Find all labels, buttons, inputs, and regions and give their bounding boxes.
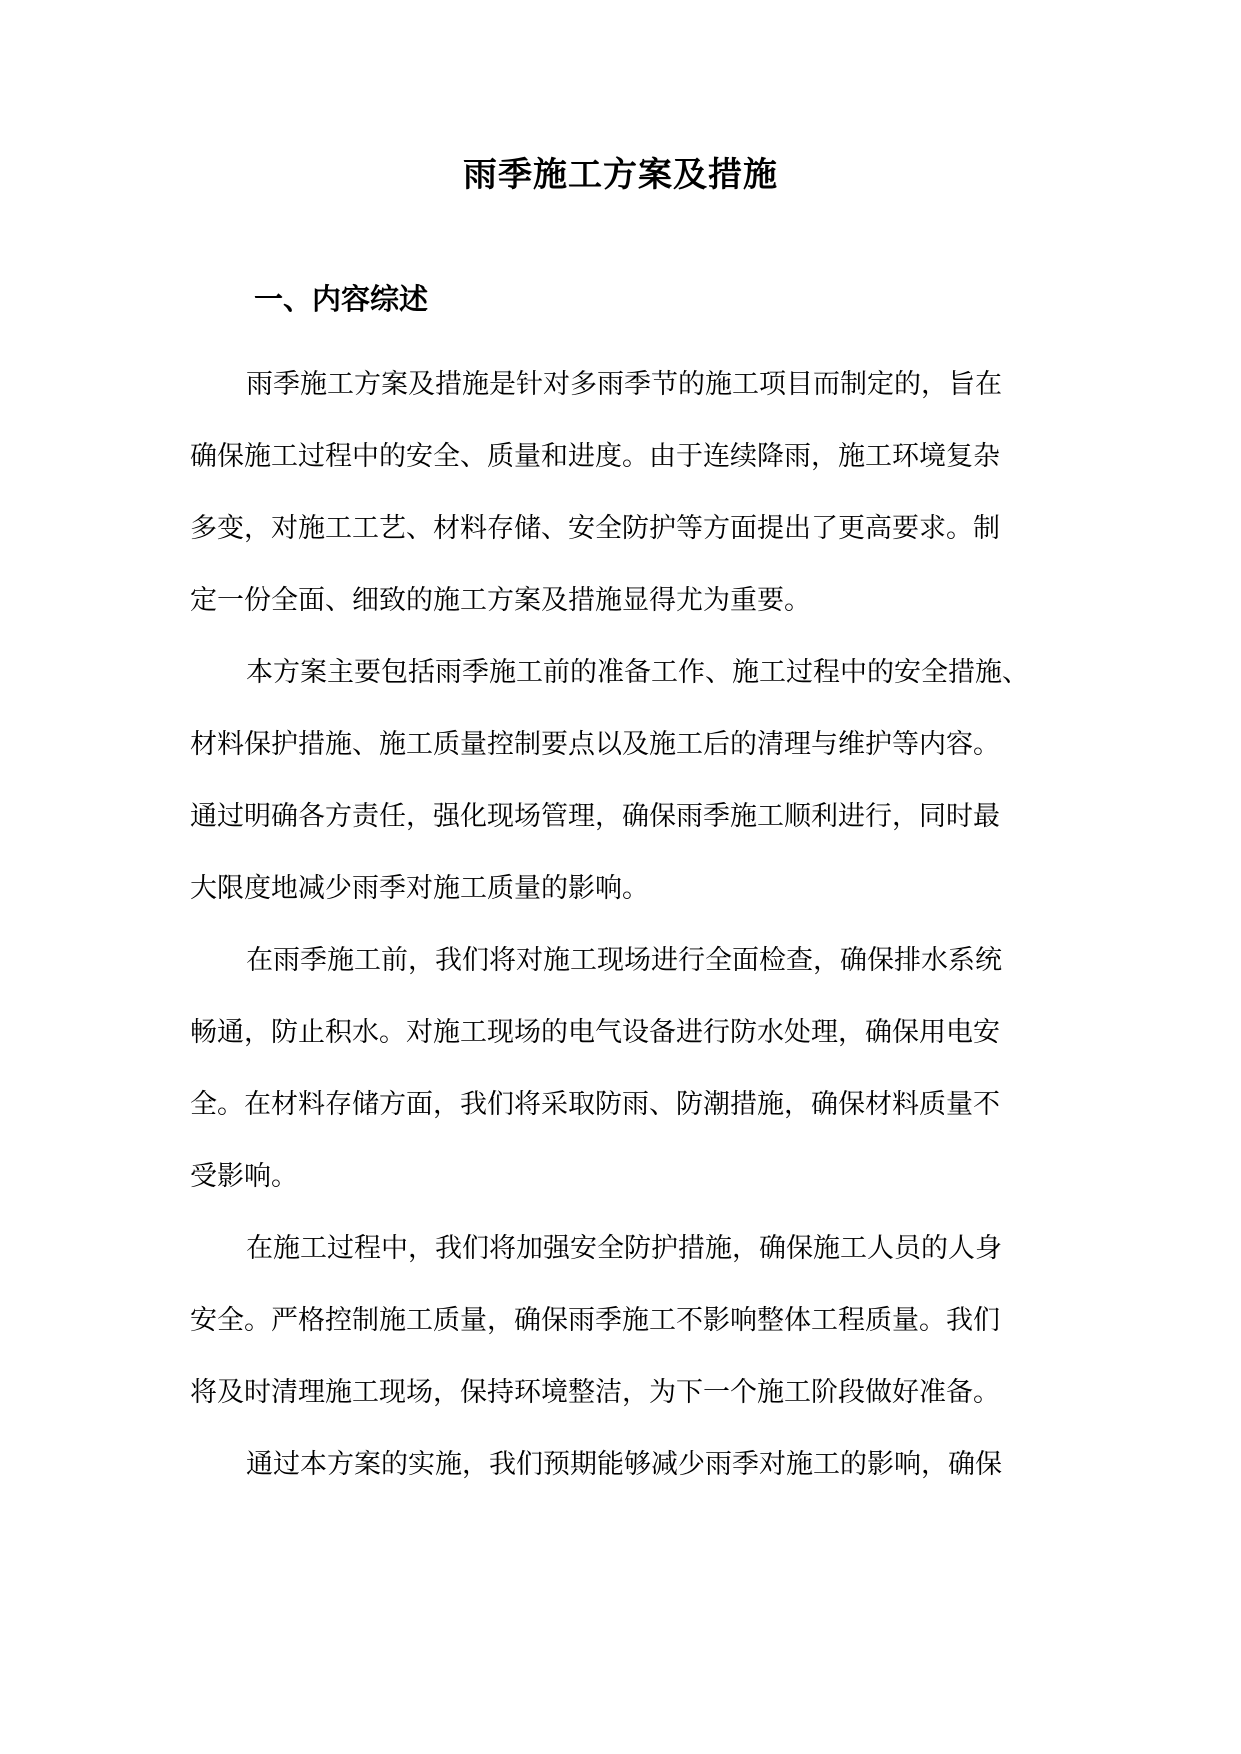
paragraph-2-line-3: 通过明确各方责任，强化现场管理，确保雨季施工顺利进行，同时最 (190, 801, 1000, 832)
paragraph-1-line-3: 多变，对施工工艺、材料存储、安全防护等方面提出了更高要求。制 (190, 513, 1000, 544)
section-heading: 一、内容综述 (254, 282, 429, 316)
paragraph-3-line-4: 受影响。 (190, 1161, 298, 1192)
paragraph-5-line-1: 通过本方案的实施，我们预期能够减少雨季对施工的影响，确保 (246, 1449, 1002, 1480)
paragraph-4-line-1: 在施工过程中，我们将加强安全防护措施，确保施工人员的人身 (246, 1233, 1002, 1264)
paragraph-1-line-2: 确保施工过程中的安全、质量和进度。由于连续降雨，施工环境复杂 (190, 441, 1000, 472)
document-title: 雨季施工方案及措施 (463, 155, 778, 195)
paragraph-4-line-3: 将及时清理施工现场，保持环境整洁，为下一个施工阶段做好准备。 (190, 1377, 1000, 1408)
paragraph-2-line-2: 材料保护措施、施工质量控制要点以及施工后的清理与维护等内容。 (190, 729, 1000, 760)
paragraph-3-line-3: 全。在材料存储方面，我们将采取防雨、防潮措施，确保材料质量不 (190, 1089, 1000, 1120)
paragraph-3-line-2: 畅通，防止积水。对施工现场的电气设备进行防水处理，确保用电安 (190, 1017, 1000, 1048)
paragraph-2-line-4: 大限度地减少雨季对施工质量的影响。 (190, 873, 649, 904)
paragraph-4-line-2: 安全。严格控制施工质量，确保雨季施工不影响整体工程质量。我们 (190, 1305, 1000, 1336)
paragraph-2-line-1: 本方案主要包括雨季施工前的准备工作、施工过程中的安全措施、 (246, 657, 1029, 688)
paragraph-1-line-4: 定一份全面、细致的施工方案及措施显得尤为重要。 (190, 585, 811, 616)
paragraph-1-line-1: 雨季施工方案及措施是针对多雨季节的施工项目而制定的，旨在 (246, 369, 1002, 400)
paragraph-3-line-1: 在雨季施工前，我们将对施工现场进行全面检查，确保排水系统 (246, 945, 1002, 976)
